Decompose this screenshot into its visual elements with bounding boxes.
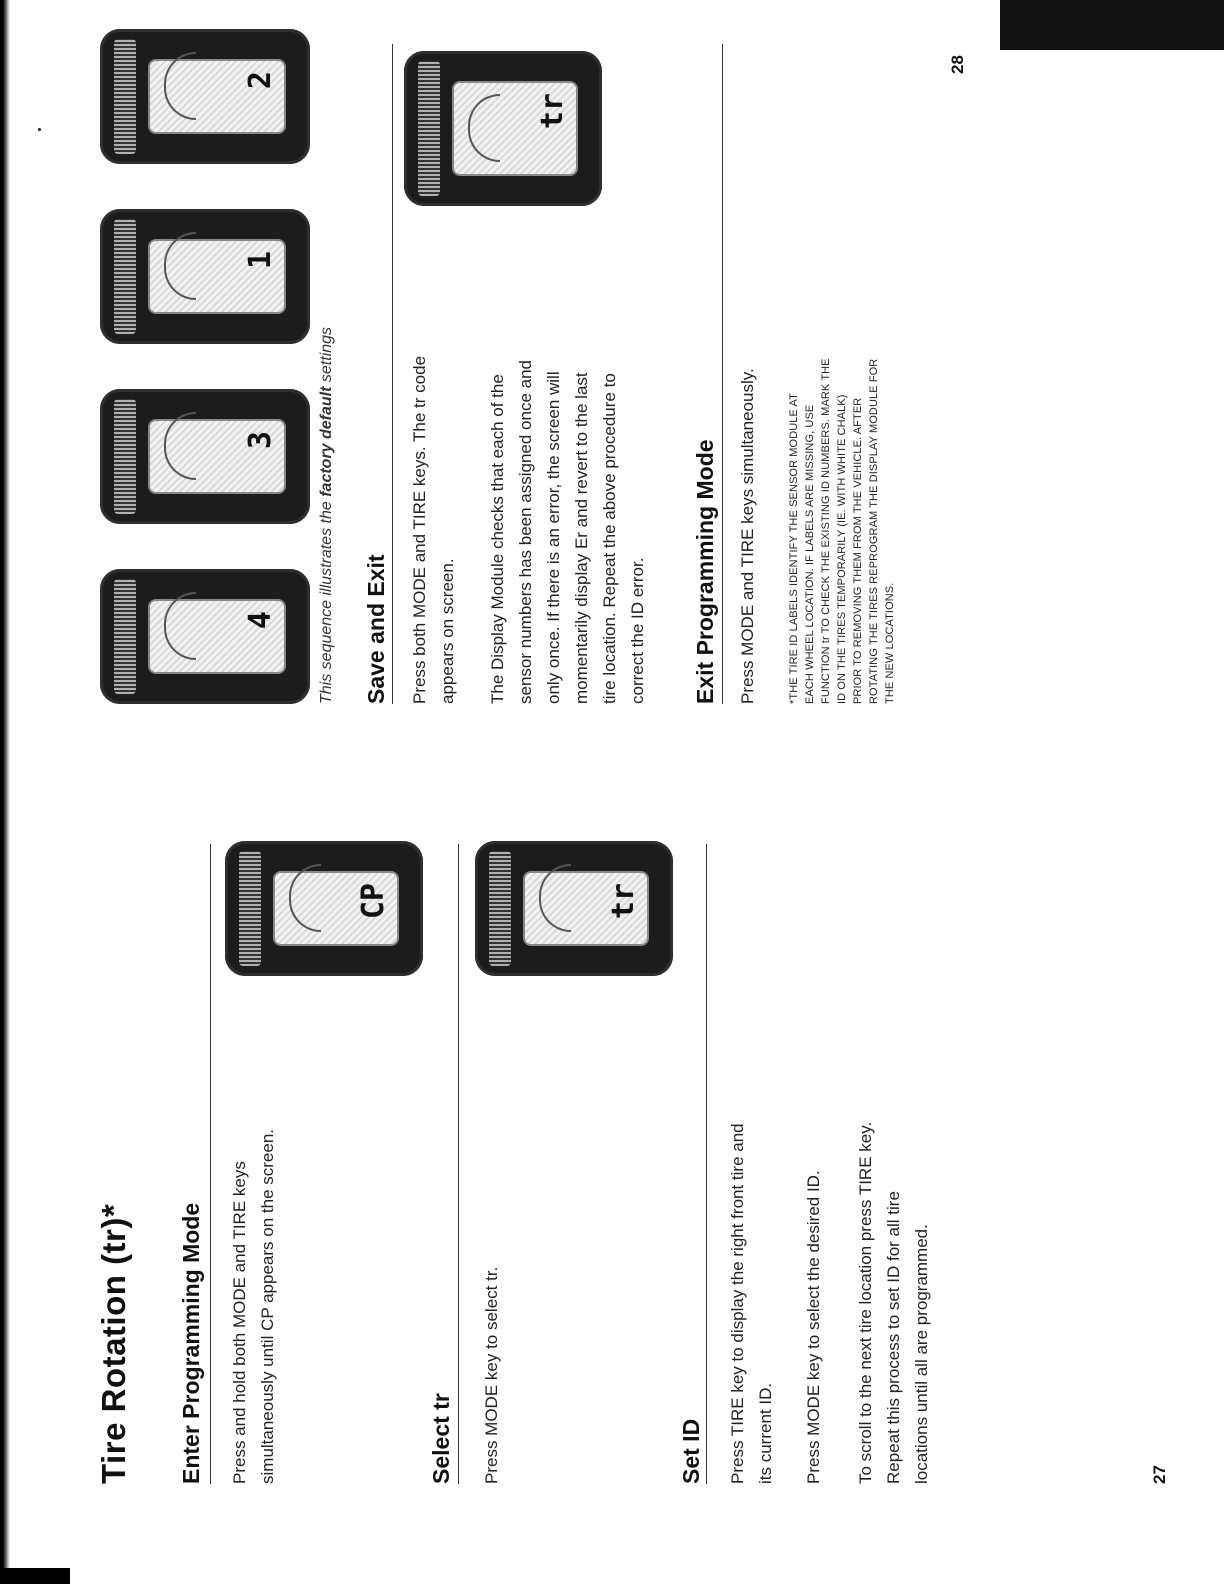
save-text-line: correct the ID error.: [628, 557, 647, 704]
device-screen: [148, 239, 286, 314]
divider: [706, 844, 707, 1484]
display-module-seq-2: [100, 389, 310, 524]
enter-text-line: Press and hold both MODE and TIRE keys: [230, 1161, 249, 1484]
footnote-line: PRIOR TO REMOVING THEM FROM THE VEHICLE. AFTER: [852, 397, 864, 704]
heading-set-id: Set ID: [678, 1418, 704, 1484]
footnote-line: *THE TIRE ID LABELS IDENTIFY THE SENSOR MODULE AT: [788, 393, 800, 704]
save-text-line: The Display Module checks that each of the: [488, 374, 507, 704]
caption-emphasis: factory default: [318, 386, 335, 497]
tire-graphic-icon: [164, 592, 196, 660]
save-text-line: appears on screen.: [438, 558, 457, 704]
save-text-line: only once. If there is an error, the screen will: [544, 371, 563, 704]
setid-text-line: Press TIRE key to display the right front tire and: [728, 1123, 747, 1484]
divider: [392, 44, 393, 704]
setid-text-line: To scroll to the next tire location press TIRE key.: [856, 1121, 875, 1484]
heading-exit-programming-mode: Exit Programming Mode: [692, 439, 718, 704]
device-screen: [273, 871, 399, 946]
page-number-27: 27: [1150, 1465, 1169, 1484]
device-screen: [452, 81, 578, 176]
screen-code: tr: [535, 93, 570, 130]
select-text: Press MODE key to select tr.: [482, 1266, 501, 1484]
footnote-line: ID ON THE TIRES TEMPORARILY (IE. WITH WHITE CHALK): [836, 394, 848, 704]
divider: [722, 44, 723, 704]
divider: [210, 844, 211, 1484]
screen-code: 1: [243, 251, 278, 270]
caption-text: settings: [318, 326, 335, 387]
device-screen: [523, 871, 649, 946]
device-bezel: [489, 851, 511, 966]
enter-text-line: simultaneously until CP appears on the screen.: [258, 1129, 277, 1484]
screen-code: 4: [243, 611, 278, 630]
divider: [458, 844, 459, 1484]
display-module-tr-save: [404, 51, 602, 206]
device-bezel: [418, 61, 440, 196]
setid-text-line: Press MODE key to select the desired ID.: [804, 1170, 823, 1484]
page-title: Tire Rotation (tr)*: [95, 1203, 132, 1484]
device-bezel: [114, 39, 136, 154]
tire-graphic-icon: [539, 864, 571, 932]
footnote-line: FUNCTION tr TO CHECK THE EXISTING ID NUMBERS. MARK THE: [820, 358, 832, 704]
screen-code: 3: [243, 431, 278, 450]
footnote: [786, 358, 898, 704]
heading-save-and-exit: Save and Exit: [363, 554, 389, 704]
device-screen: [148, 59, 286, 134]
display-module-tr: [475, 841, 673, 976]
screen-code: CP: [356, 883, 391, 920]
tire-graphic-icon: [289, 864, 321, 932]
device-screen: [148, 419, 286, 494]
display-module-cp: [225, 841, 423, 976]
device-screen: [148, 599, 286, 674]
device-bezel: [239, 851, 261, 966]
display-module-seq-1: [100, 569, 310, 704]
heading-select-tr: Select tr: [428, 1393, 454, 1484]
display-module-seq-4: [100, 29, 310, 164]
caption-text: This sequence illustrates the: [318, 496, 335, 704]
save-text-line: tire location. Repeat the above procedure to: [600, 373, 619, 704]
sequence-caption: [318, 327, 336, 704]
device-bezel: [114, 399, 136, 514]
screen-code: 2: [243, 71, 278, 90]
footnote-line: EACH WHEEL LOCATION. IF LABELS ARE MISSING, USE: [804, 404, 816, 704]
save-text-line: momentarily display Er and revert to the last: [572, 372, 591, 704]
heading-enter-programming-mode: Enter Programming Mode: [178, 1202, 204, 1484]
save-text-line: sensor numbers has been assigned once and: [516, 359, 535, 704]
screen-code: tr: [606, 883, 641, 920]
display-module-seq-3: [100, 209, 310, 344]
footnote-line: ROTATING THE TIRES REPROGRAM THE DISPLAY MODULE FOR: [868, 358, 880, 704]
setid-text-line: Repeat this process to set ID for all tire: [884, 1191, 903, 1484]
setid-text-line: its current ID.: [756, 1382, 775, 1484]
tire-graphic-icon: [468, 94, 500, 162]
page-number-28: 28: [948, 55, 967, 74]
exit-text: Press MODE and TIRE keys simultaneously.: [738, 368, 757, 704]
tire-graphic-icon: [164, 232, 196, 300]
footnote-line: THE NEW LOCATIONS.: [884, 582, 896, 704]
device-bezel: [114, 579, 136, 694]
save-text-line: Press both MODE and TIRE keys. The tr code: [410, 355, 429, 704]
device-bezel: [114, 219, 136, 334]
tire-graphic-icon: [164, 412, 196, 480]
setid-text-line: locations until all are programmed.: [912, 1224, 931, 1484]
tire-graphic-icon: [164, 52, 196, 120]
